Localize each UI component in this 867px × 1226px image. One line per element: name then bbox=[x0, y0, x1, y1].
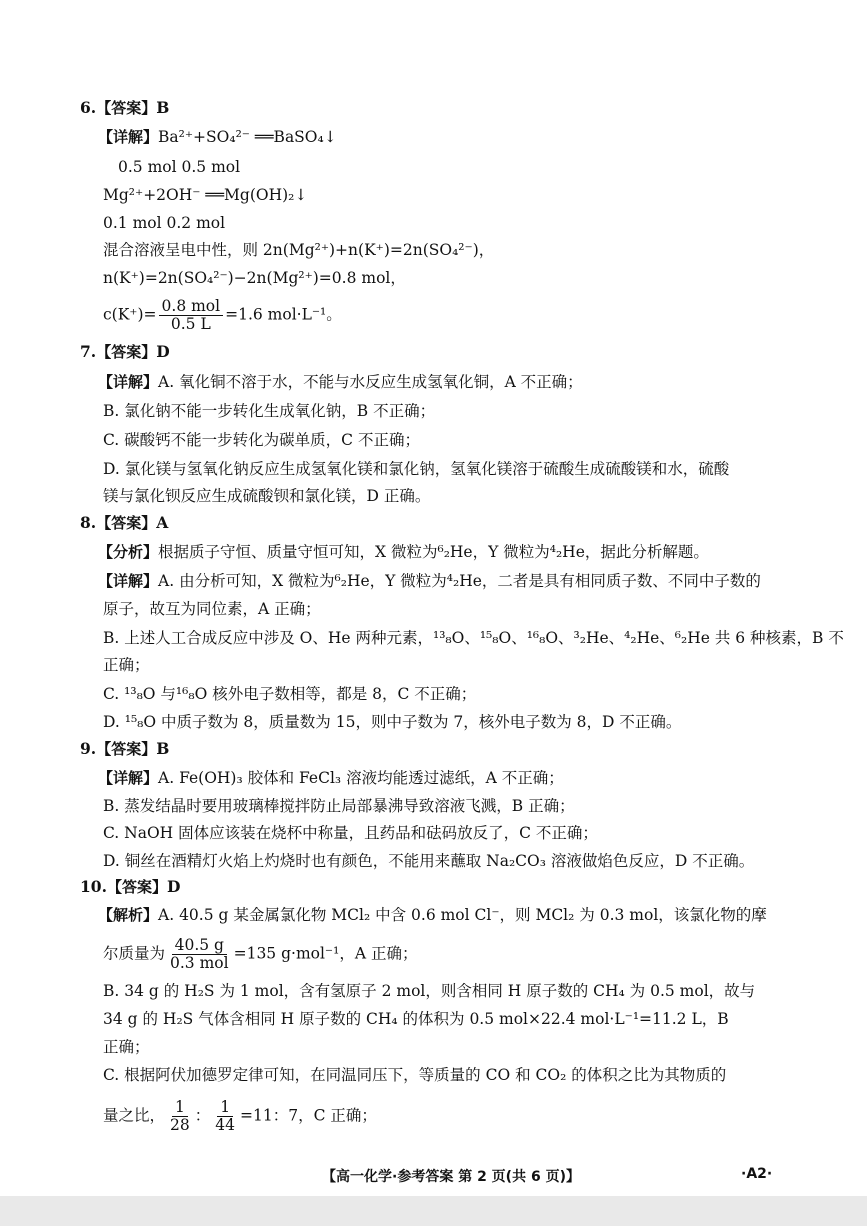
q7-answer-line bbox=[80, 340, 170, 364]
q6-concentration bbox=[103, 298, 342, 333]
q6-answer-line bbox=[80, 96, 169, 120]
q10-c2-post: =11：7，C 正确； bbox=[240, 1106, 377, 1125]
q10-f2-num: 1 bbox=[217, 1099, 233, 1117]
q6-number: 6. bbox=[80, 98, 97, 117]
q10-option-a1: A. 40.5 g 某金属氯化物 MCl₂ 中含 0.6 mol Cl⁻，则 MCl₂ 为 0.3 mol，该氯化物的摩 bbox=[158, 906, 767, 924]
q8-analysis bbox=[98, 540, 709, 564]
q7-detail-tag: 【详解】 bbox=[98, 373, 159, 391]
q6-mol2: 0.1 mol 0.2 mol bbox=[103, 214, 226, 232]
q10-f2-den: 44 bbox=[215, 1116, 235, 1134]
q8-detail-tag: 【详解】 bbox=[98, 572, 159, 590]
q10-option-b3: 正确； bbox=[103, 1038, 150, 1056]
q10-number: 10. bbox=[80, 877, 107, 896]
q7-option-c: C. 碳酸钙不能一步转化为碳单质，C 不正确； bbox=[103, 431, 420, 449]
q9-option-b: B. 蒸发结晶时要用玻璃棒搅拌防止局部暴沸导致溶液飞溅，B 正确； bbox=[103, 797, 575, 815]
q8-option-b2: 正确； bbox=[103, 656, 150, 674]
q10-answer: D bbox=[166, 877, 181, 896]
scan-bottom-band bbox=[0, 1196, 867, 1226]
q10-analysis-a1 bbox=[98, 903, 767, 927]
q10-answer-line bbox=[80, 875, 180, 899]
q6-charge-balance: 混合溶液呈电中性，则 2n(Mg²⁺)+n(K⁺)=2n(SO₄²⁻)， bbox=[103, 241, 495, 259]
q10-a2-den: 0.3 mol bbox=[170, 954, 229, 972]
footer-page-info: 【高一化学·参考答案 第 2 页(共 6 页)】 bbox=[322, 1169, 580, 1185]
q7-answer: D bbox=[156, 342, 170, 361]
q8-option-a1: A. 由分析可知，X 微粒为⁶₂He，Y 微粒为⁴₂He，二者是具有相同质子数、不同中子数的 bbox=[158, 572, 761, 590]
q9-detail-tag: 【详解】 bbox=[98, 769, 159, 787]
q6-eq1: Ba²⁺+SO₄²⁻ ══BaSO₄↓ bbox=[158, 128, 337, 146]
q10-c2-mid: ： bbox=[194, 1106, 211, 1125]
q6-frac-den: 0.5 L bbox=[170, 315, 211, 333]
q6-frac-num: 0.8 mol bbox=[159, 298, 224, 316]
q6-detail-tag: 【详解】 bbox=[98, 128, 159, 146]
q9-number: 9. bbox=[80, 739, 97, 758]
q8-answer-line bbox=[80, 511, 168, 535]
q10-analysis-tag: 【解析】 bbox=[98, 906, 159, 924]
q10-a2-pre: 尔质量为 bbox=[103, 944, 166, 963]
q7-answer-tag: 【答案】 bbox=[96, 343, 157, 361]
q10-answer-tag: 【答案】 bbox=[106, 878, 167, 896]
q9-answer-line bbox=[80, 737, 169, 761]
q9-option-a: A. Fe(OH)₃ 胶体和 FeCl₃ 溶液均能透过滤纸，A 不正确； bbox=[158, 769, 564, 787]
q8-option-c: C. ¹³₈O 与¹⁶₈O 核外电子数相等，都是 8，C 不正确； bbox=[103, 685, 477, 703]
q6-mol1: 0.5 mol 0.5 mol bbox=[118, 158, 241, 176]
q7-option-d2: 镁与氯化钡反应生成硫酸钡和氯化镁，D 正确。 bbox=[103, 487, 431, 505]
q7-number: 7. bbox=[80, 342, 97, 361]
q8-detail-a1 bbox=[98, 569, 761, 593]
q8-answer-tag: 【答案】 bbox=[96, 514, 157, 532]
q6-detail-eq1 bbox=[98, 125, 337, 149]
q6-answer-tag: 【答案】 bbox=[96, 99, 157, 117]
q10-c2-pre: 量之比， bbox=[103, 1106, 166, 1125]
q10-a2-post: =135 g·mol⁻¹，A 正确； bbox=[233, 944, 418, 963]
q9-answer: B bbox=[156, 739, 170, 758]
q8-option-a2: 原子，故互为同位素，A 正确； bbox=[103, 600, 321, 618]
q10-fraction-co bbox=[167, 1099, 193, 1134]
q6-eq2: Mg²⁺+2OH⁻ ══Mg(OH)₂↓ bbox=[103, 186, 308, 204]
footer-page-code: ·A2· bbox=[741, 1166, 773, 1182]
q9-option-c: C. NaOH 固体应该装在烧杯中称量，且药品和砝码放反了，C 不正确； bbox=[103, 824, 598, 842]
q10-option-c2 bbox=[103, 1099, 377, 1134]
q6-conc-post: =1.6 mol·L⁻¹。 bbox=[225, 305, 342, 324]
q10-option-b1: B. 34 g 的 H₂S 为 1 mol，含有氢原子 2 mol，则含相同 H 原子数的 CH₄ 为 0.5 mol，故与 bbox=[103, 982, 756, 1000]
q8-option-b1: B. 上述人工合成反应中涉及 O、He 两种元素，¹³₈O、¹⁵₈O、¹⁶₈O、³₂He、⁴₂He、⁶₂He 共 6 种核素，B 不 bbox=[103, 629, 844, 647]
q7-option-a: A. 氧化铜不溶于水，不能与水反应生成氢氧化铜，A 不正确； bbox=[158, 373, 583, 391]
q8-answer: A bbox=[156, 513, 169, 532]
q10-option-b2: 34 g 的 H₂S 气体含相同 H 原子数的 CH₄ 的体积为 0.5 mol×22.4 mol·L⁻¹=11.2 L，B bbox=[103, 1010, 729, 1028]
q8-analysis-tag: 【分析】 bbox=[98, 543, 159, 561]
q10-option-a2 bbox=[103, 937, 417, 972]
q6-nK: n(K⁺)=2n(SO₄²⁻)−2n(Mg²⁺)=0.8 mol， bbox=[103, 269, 406, 287]
q10-f1-num: 1 bbox=[172, 1099, 188, 1117]
q8-number: 8. bbox=[80, 513, 97, 532]
q10-a2-num: 40.5 g bbox=[172, 937, 227, 955]
q8-analysis-text: 根据质子守恒、质量守恒可知，X 微粒为⁶₂He，Y 微粒为⁴₂He，据此分析解题。 bbox=[158, 543, 709, 561]
q10-f1-den: 28 bbox=[170, 1116, 190, 1134]
q9-option-d: D. 铜丝在酒精灯火焰上灼烧时也有颜色，不能用来蘸取 Na₂CO₃ 溶液做焰色反应，D 不正确。 bbox=[103, 852, 755, 870]
q6-fraction bbox=[159, 298, 224, 333]
q9-answer-tag: 【答案】 bbox=[96, 740, 157, 758]
q8-option-d: D. ¹⁵₈O 中质子数为 8，质量数为 15，则中子数为 7，核外电子数为 8，D 不正确。 bbox=[103, 713, 682, 731]
q10-fraction-co2 bbox=[212, 1099, 238, 1134]
q7-detail-a bbox=[98, 370, 583, 394]
q10-option-c1: C. 根据阿伏加德罗定律可知，在同温同压下，等质量的 CO 和 CO₂ 的体积之比为其物质的 bbox=[103, 1066, 727, 1084]
q9-detail-a bbox=[98, 766, 564, 790]
q6-conc-pre: c(K⁺)= bbox=[103, 305, 157, 324]
q10-molar-mass-fraction bbox=[167, 937, 232, 972]
q7-option-b: B. 氯化钠不能一步转化生成氧化钠，B 不正确； bbox=[103, 402, 436, 420]
q7-option-d1: D. 氯化镁与氢氧化钠反应生成氢氧化镁和氯化钠，氢氧化镁溶于硫酸生成硫酸镁和水，硫酸 bbox=[103, 460, 730, 478]
q6-answer: B bbox=[156, 98, 170, 117]
